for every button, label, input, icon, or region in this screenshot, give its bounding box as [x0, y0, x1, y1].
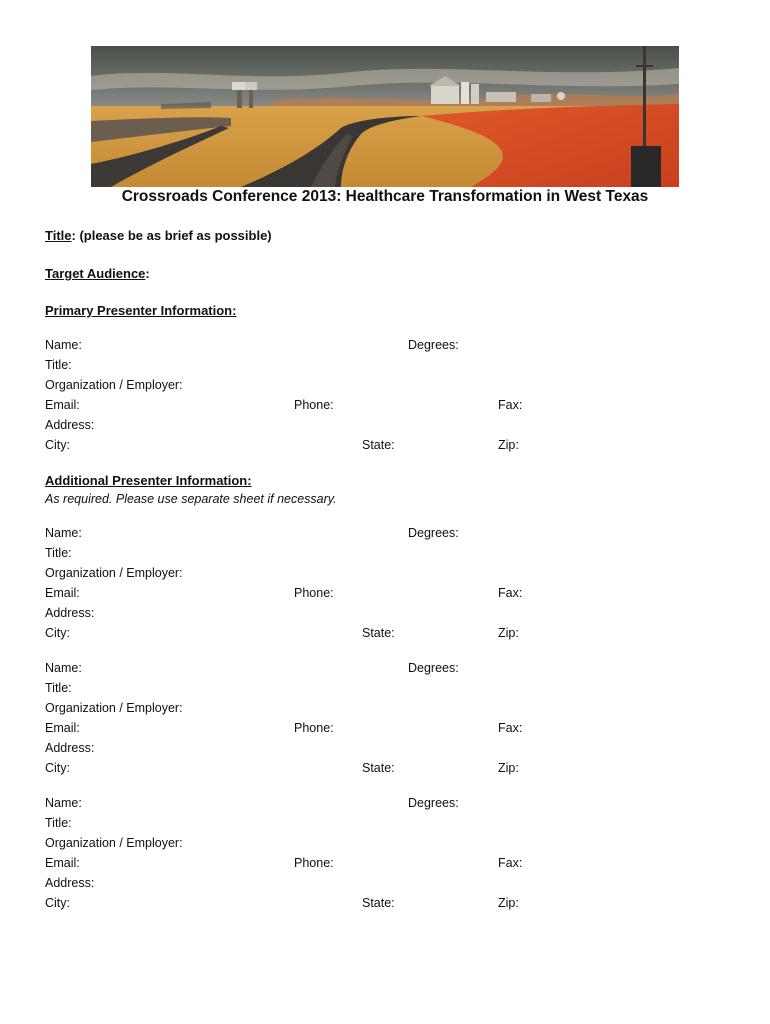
presenter-title-label: Title:: [45, 681, 72, 695]
contact-row: [0, 721, 770, 741]
contact-row: [0, 398, 770, 418]
city-label: City:: [45, 438, 70, 452]
email-label: Email:: [45, 721, 80, 735]
organization-label: Organization / Employer:: [45, 378, 183, 392]
banner-painting-image: [91, 46, 679, 187]
additional-presenter-heading-text: Additional Presenter Information:: [45, 473, 252, 488]
additional-presenter-note: As required. Please use separate sheet if necessary.: [45, 492, 337, 506]
presenter-title-label: Title:: [45, 816, 72, 830]
primary-presenter-heading: [45, 303, 236, 318]
fax-label: Fax:: [498, 586, 523, 600]
degrees-label: Degrees:: [408, 526, 459, 540]
fax-label: Fax:: [498, 856, 523, 870]
location-row: [0, 438, 770, 458]
title-row: [0, 358, 770, 378]
name-row: [0, 526, 770, 546]
city-label: City:: [45, 896, 70, 910]
state-label: State:: [362, 761, 395, 775]
fax-label: Fax:: [498, 398, 523, 412]
name-label: Name:: [45, 661, 82, 675]
organization-label: Organization / Employer:: [45, 836, 183, 850]
presenter-title-label: Title:: [45, 358, 72, 372]
name-label: Name:: [45, 338, 82, 352]
title-label: Title: [45, 228, 72, 243]
contact-row: [0, 856, 770, 876]
location-row: [0, 896, 770, 916]
address-row: [0, 876, 770, 896]
organization-label: Organization / Employer:: [45, 566, 183, 580]
degrees-label: Degrees:: [408, 661, 459, 675]
organization-row: [0, 701, 770, 721]
document-title: Crossroads Conference 2013: Healthcare Transformation in West Texas: [121, 188, 649, 205]
phone-label: Phone:: [294, 721, 334, 735]
fax-label: Fax:: [498, 721, 523, 735]
phone-label: Phone:: [294, 398, 334, 412]
address-label: Address:: [45, 418, 95, 432]
phone-label: Phone:: [294, 586, 334, 600]
primary-presenter-heading-text: Primary Presenter Information:: [45, 303, 237, 318]
city-label: City:: [45, 761, 70, 775]
name-label: Name:: [45, 796, 82, 810]
contact-row: [0, 586, 770, 606]
address-row: [0, 606, 770, 626]
degrees-label: Degrees:: [408, 796, 459, 810]
title-note: : (please be as brief as possible): [71, 228, 272, 243]
additional-presenter-heading: [45, 473, 252, 488]
organization-row: [0, 566, 770, 586]
state-label: State:: [362, 896, 395, 910]
target-audience-field-label: [45, 266, 150, 281]
address-label: Address:: [45, 606, 95, 620]
organization-row: [0, 836, 770, 856]
zip-label: Zip:: [498, 761, 519, 775]
target-audience-colon: :: [145, 266, 150, 281]
zip-label: Zip:: [498, 896, 519, 910]
name-label: Name:: [45, 526, 82, 540]
degrees-label: Degrees:: [408, 338, 459, 352]
location-row: [0, 626, 770, 646]
name-row: [0, 661, 770, 681]
target-audience-label: Target Audience: [45, 266, 146, 281]
address-row: [0, 418, 770, 438]
city-label: City:: [45, 626, 70, 640]
address-label: Address:: [45, 876, 95, 890]
zip-label: Zip:: [498, 438, 519, 452]
organization-label: Organization / Employer:: [45, 701, 183, 715]
phone-label: Phone:: [294, 856, 334, 870]
state-label: State:: [362, 438, 395, 452]
title-field-label: [45, 228, 272, 243]
email-label: Email:: [45, 398, 80, 412]
zip-label: Zip:: [498, 626, 519, 640]
address-row: [0, 741, 770, 761]
title-row: [0, 681, 770, 701]
state-label: State:: [362, 626, 395, 640]
name-row: [0, 338, 770, 358]
email-label: Email:: [45, 586, 80, 600]
presenter-title-label: Title:: [45, 546, 72, 560]
location-row: [0, 761, 770, 781]
title-row: [0, 546, 770, 566]
address-label: Address:: [45, 741, 95, 755]
email-label: Email:: [45, 856, 80, 870]
organization-row: [0, 378, 770, 398]
title-row: [0, 816, 770, 836]
name-row: [0, 796, 770, 816]
